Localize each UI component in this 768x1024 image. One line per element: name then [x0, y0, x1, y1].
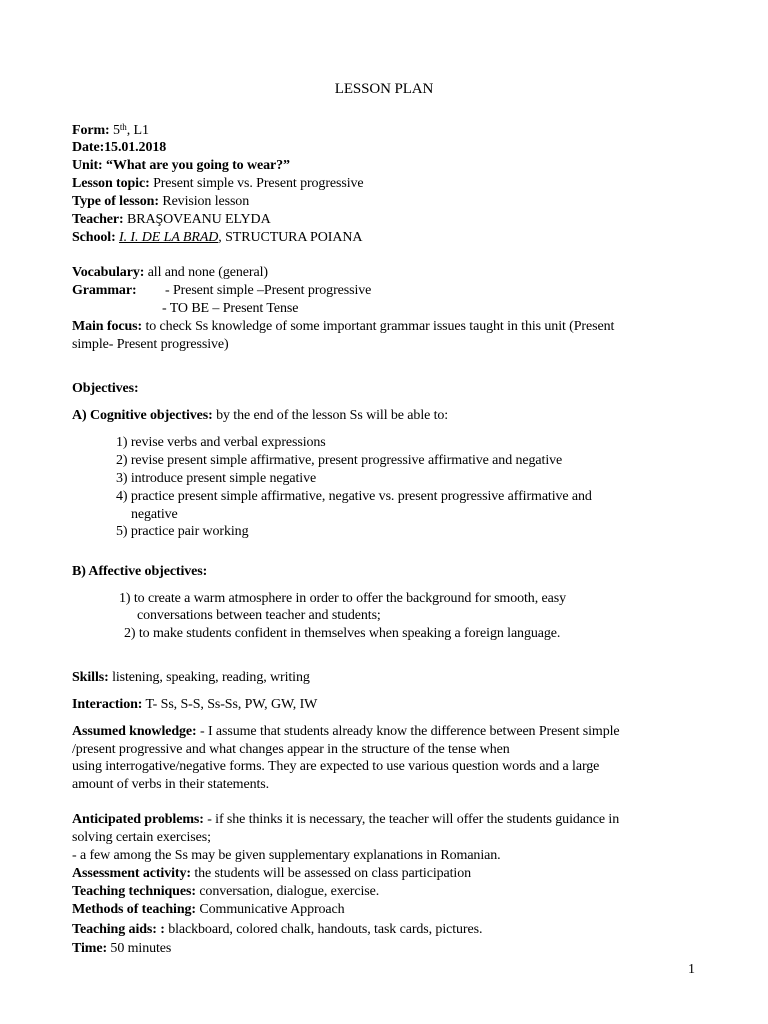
time-line: [72, 940, 171, 957]
teaching-aids-label: Teaching aids: :: [72, 922, 165, 937]
methods-value: Communicative Approach: [199, 902, 345, 917]
methods-line: [72, 901, 345, 918]
date-label: Date:: [72, 140, 105, 155]
skills-label: Skills:: [72, 670, 109, 685]
teacher-label: Teacher:: [72, 212, 124, 227]
type-label: Type of lesson:: [72, 194, 159, 209]
anticipated-problems-label: Anticipated problems:: [72, 812, 204, 827]
anticipated-problems-text: - if she thinks it is necessary, the teacher will offer the students guidance in: [203, 812, 620, 827]
skills-value: listening, speaking, reading, writing: [112, 670, 310, 685]
vocabulary-value: all and none (general): [147, 265, 268, 280]
methods-label: Methods of teaching:: [72, 902, 196, 917]
affective-item: 1) to create a warm atmosphere in order to offer the background for smooth, easy: [119, 591, 566, 606]
anticipated-problems-line: - a few among the Ss may be given supplementary explanations in Romanian.: [72, 848, 501, 863]
assessment-label: Assessment activity:: [72, 866, 191, 881]
anticipated-problems-line: solving certain exercises;: [72, 830, 211, 845]
form-label: Form:: [72, 123, 110, 138]
assessment-line: [72, 865, 471, 882]
topic-line: [72, 175, 364, 192]
school-link[interactable]: I. I. DE LA BRAD: [119, 230, 219, 245]
topic-label: Lesson topic:: [72, 176, 150, 191]
cognitive-item: 5) practice pair working: [116, 524, 249, 539]
vocabulary-line: [72, 264, 268, 281]
school-label: School:: [72, 230, 116, 245]
unit-value: “What are you going to wear?”: [106, 158, 290, 173]
grammar-label: Grammar:: [72, 283, 137, 298]
page-number: 1: [688, 962, 695, 977]
objectives-heading: Objectives:: [72, 381, 139, 396]
vocabulary-label: Vocabulary:: [72, 265, 145, 280]
cognitive-intro: by the end of the lesson Ss will be able to:: [216, 408, 449, 423]
form-sup: th: [119, 122, 127, 132]
assumed-knowledge-line: /present progressive and what changes appear in the structure of the tense when: [72, 742, 510, 757]
page-title: LESSON PLAN: [334, 81, 434, 97]
main-focus-label: Main focus:: [72, 319, 143, 334]
unit-line: [72, 157, 290, 174]
skills-line: [72, 669, 310, 686]
topic-value: Present simple vs. Present progressive: [153, 176, 364, 191]
teacher-line: [72, 211, 271, 228]
affective-heading: B) Affective objectives:: [72, 564, 208, 579]
techniques-label: Teaching techniques:: [72, 884, 196, 899]
school-line: [72, 229, 362, 246]
anticipated-problems-line: [72, 811, 619, 828]
assumed-knowledge-line: amount of verbs in their statements.: [72, 777, 270, 792]
grammar-item-1: - Present simple –Present progressive: [165, 283, 372, 298]
teacher-value: BRAŞOVEANU ELYDA: [126, 212, 271, 227]
assumed-knowledge-line: [72, 723, 620, 740]
assumed-knowledge-line: using interrogative/negative forms. They are expected to use various question words and a large: [72, 759, 600, 774]
main-focus-line-2: simple- Present progressive): [72, 337, 229, 352]
time-value: 50 minutes: [110, 941, 172, 956]
form-suffix: , L1: [126, 123, 149, 138]
cognitive-heading-line: [72, 407, 448, 424]
affective-item-continuation: conversations between teacher and students;: [137, 608, 381, 623]
assessment-value: the students will be assessed on class participation: [194, 866, 472, 881]
cognitive-item: 3) introduce present simple negative: [116, 471, 317, 486]
main-focus-line: [72, 318, 614, 335]
type-line: [72, 193, 249, 210]
form-line: [72, 122, 149, 139]
interaction-line: [72, 696, 317, 713]
school-rest: , STRUCTURA POIANA: [218, 230, 363, 245]
time-label: Time:: [72, 941, 108, 956]
interaction-label: Interaction:: [72, 697, 143, 712]
techniques-value: conversation, dialogue, exercise.: [199, 884, 380, 899]
unit-label: Unit:: [72, 158, 103, 173]
cognitive-item: 1) revise verbs and verbal expressions: [116, 435, 326, 450]
cognitive-item: 4) practice present simple affirmative, negative vs. present progressive affirmative and: [116, 489, 592, 504]
cognitive-item: 2) revise present simple affirmative, present progressive affirmative and negative: [116, 453, 563, 468]
teaching-aids-line: [72, 921, 482, 938]
teaching-aids-value: blackboard, colored chalk, handouts, task cards, pictures.: [168, 922, 483, 937]
techniques-line: [72, 883, 379, 900]
affective-item: 2) to make students confident in themselves when speaking a foreign language.: [124, 626, 561, 641]
type-value: Revision lesson: [162, 194, 250, 209]
grammar-item-2: - TO BE – Present Tense: [162, 301, 299, 316]
date-line: [72, 139, 166, 156]
main-focus-text: to check Ss knowledge of some important grammar issues taught in this unit (Present: [145, 319, 615, 334]
date-value: 15.01.2018: [104, 140, 167, 155]
assumed-knowledge-text: - I assume that students already know the difference between Present simple: [196, 724, 620, 739]
form-value: 5: [113, 123, 120, 138]
cognitive-item-continuation: negative: [131, 507, 178, 522]
assumed-knowledge-label: Assumed knowledge:: [72, 724, 197, 739]
interaction-value: T- Ss, S-S, Ss-Ss, PW, GW, IW: [145, 697, 318, 712]
cognitive-heading: A) Cognitive objectives:: [72, 408, 213, 423]
